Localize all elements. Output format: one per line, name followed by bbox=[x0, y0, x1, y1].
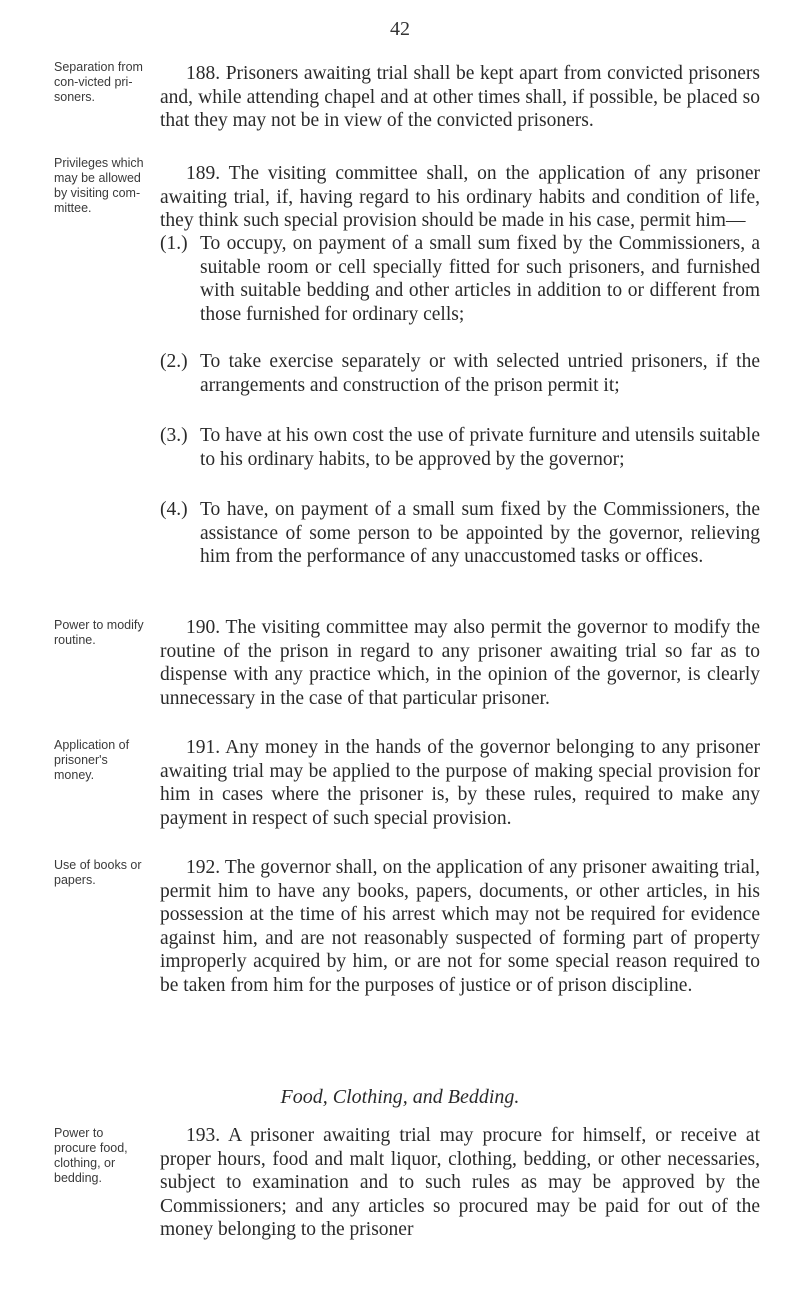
list-item-3 bbox=[160, 424, 760, 471]
sidenote-prisoners-money: Application of prisoner's money. bbox=[54, 738, 130, 782]
list-item-text: To have at his own cost the use of private furniture and utensils suitable to his ordinary habits, to be approved by the governor; bbox=[200, 425, 760, 470]
list-item-1 bbox=[160, 232, 760, 326]
paragraph-191: 191. Any money in the hands of the governor belonging to any prisoner awaiting trial may be applied to the purpose of making special provision for him in cases where the prisoner is, by these rules, required to make any payment in respect of such special provision. bbox=[160, 737, 760, 829]
sidenote-separation: Separation from con-victed pri-soners. bbox=[54, 60, 143, 104]
list-item-4 bbox=[160, 498, 760, 569]
paragraph-192: 192. The governor shall, on the application of any prisoner awaiting trial, permit him to have any books, papers, documents, or other articles, in his possession at the time of his arrest which may not be required for evidence against him, and are not reasonably suspected of forming part of property improperly acquired by him, or are not for some special reason required to be taken from him for the purposes of justice or of prison discipline. bbox=[160, 857, 760, 996]
sidenote-procure-food: Power to procure food, clothing, or bedding. bbox=[54, 1126, 128, 1185]
list-item-number: (3.) bbox=[160, 425, 188, 446]
list-item-text: To occupy, on payment of a small sum fixed by the Commissioners, a suitable room or cell specially fitted for such prisoners, and furnished with suitable bedding and other articles in addition to or different from those furnished for ordinary cells; bbox=[200, 233, 760, 325]
sidenote-privileges: Privileges which may be allowed by visiting com-mittee. bbox=[54, 156, 144, 215]
paragraph-193: 193. A prisoner awaiting trial may procure for himself, or receive at proper hours, food and malt liquor, clothing, bedding, or other necessaries, subject to examination and to such rules as may be approved by the Commissioners; and any articles so procured may be paid for out of the money belonging to the prisoner bbox=[160, 1125, 760, 1240]
paragraph-188: 188. Prisoners awaiting trial shall be kept apart from convicted prisoners and, while attending chapel and at other times shall, if possible, be placed so that they may not be in view of the convicted prisoners. bbox=[160, 63, 760, 131]
list-item-2 bbox=[160, 350, 760, 397]
paragraph-190: 190. The visiting committee may also permit the governor to modify the routine of the prison in regard to any prisoner awaiting trial so far as to dispense with any practice which, in the opinion of the governor, is clearly unnecessary in the case of that particular prisoner. bbox=[160, 617, 760, 709]
list-item-number: (4.) bbox=[160, 499, 188, 520]
list-item-number: (2.) bbox=[160, 351, 188, 372]
sidenote-books-papers: Use of books or papers. bbox=[54, 858, 142, 887]
page-number: 42 bbox=[390, 18, 410, 40]
list-item-number: (1.) bbox=[160, 233, 188, 254]
list-item-text: To take exercise separately or with selected untried prisoners, if the arrangements and construction of the prison permit it; bbox=[200, 351, 760, 396]
list-item-text: To have, on payment of a small sum fixed by the Commissioners, the assistance of some person to be appointed by the governor, relieving him from the performance of any unaccustomed tasks or offices. bbox=[200, 499, 760, 567]
paragraph-189: 189. The visiting committee shall, on the application of any prisoner awaiting trial, if, having regard to his ordinary habits and condition of life, they think such special provision should be made in his case, permit him— bbox=[160, 163, 760, 231]
sidenote-modify-routine: Power to modify routine. bbox=[54, 618, 144, 647]
section-heading: Food, Clothing, and Bedding. bbox=[280, 1086, 520, 1108]
